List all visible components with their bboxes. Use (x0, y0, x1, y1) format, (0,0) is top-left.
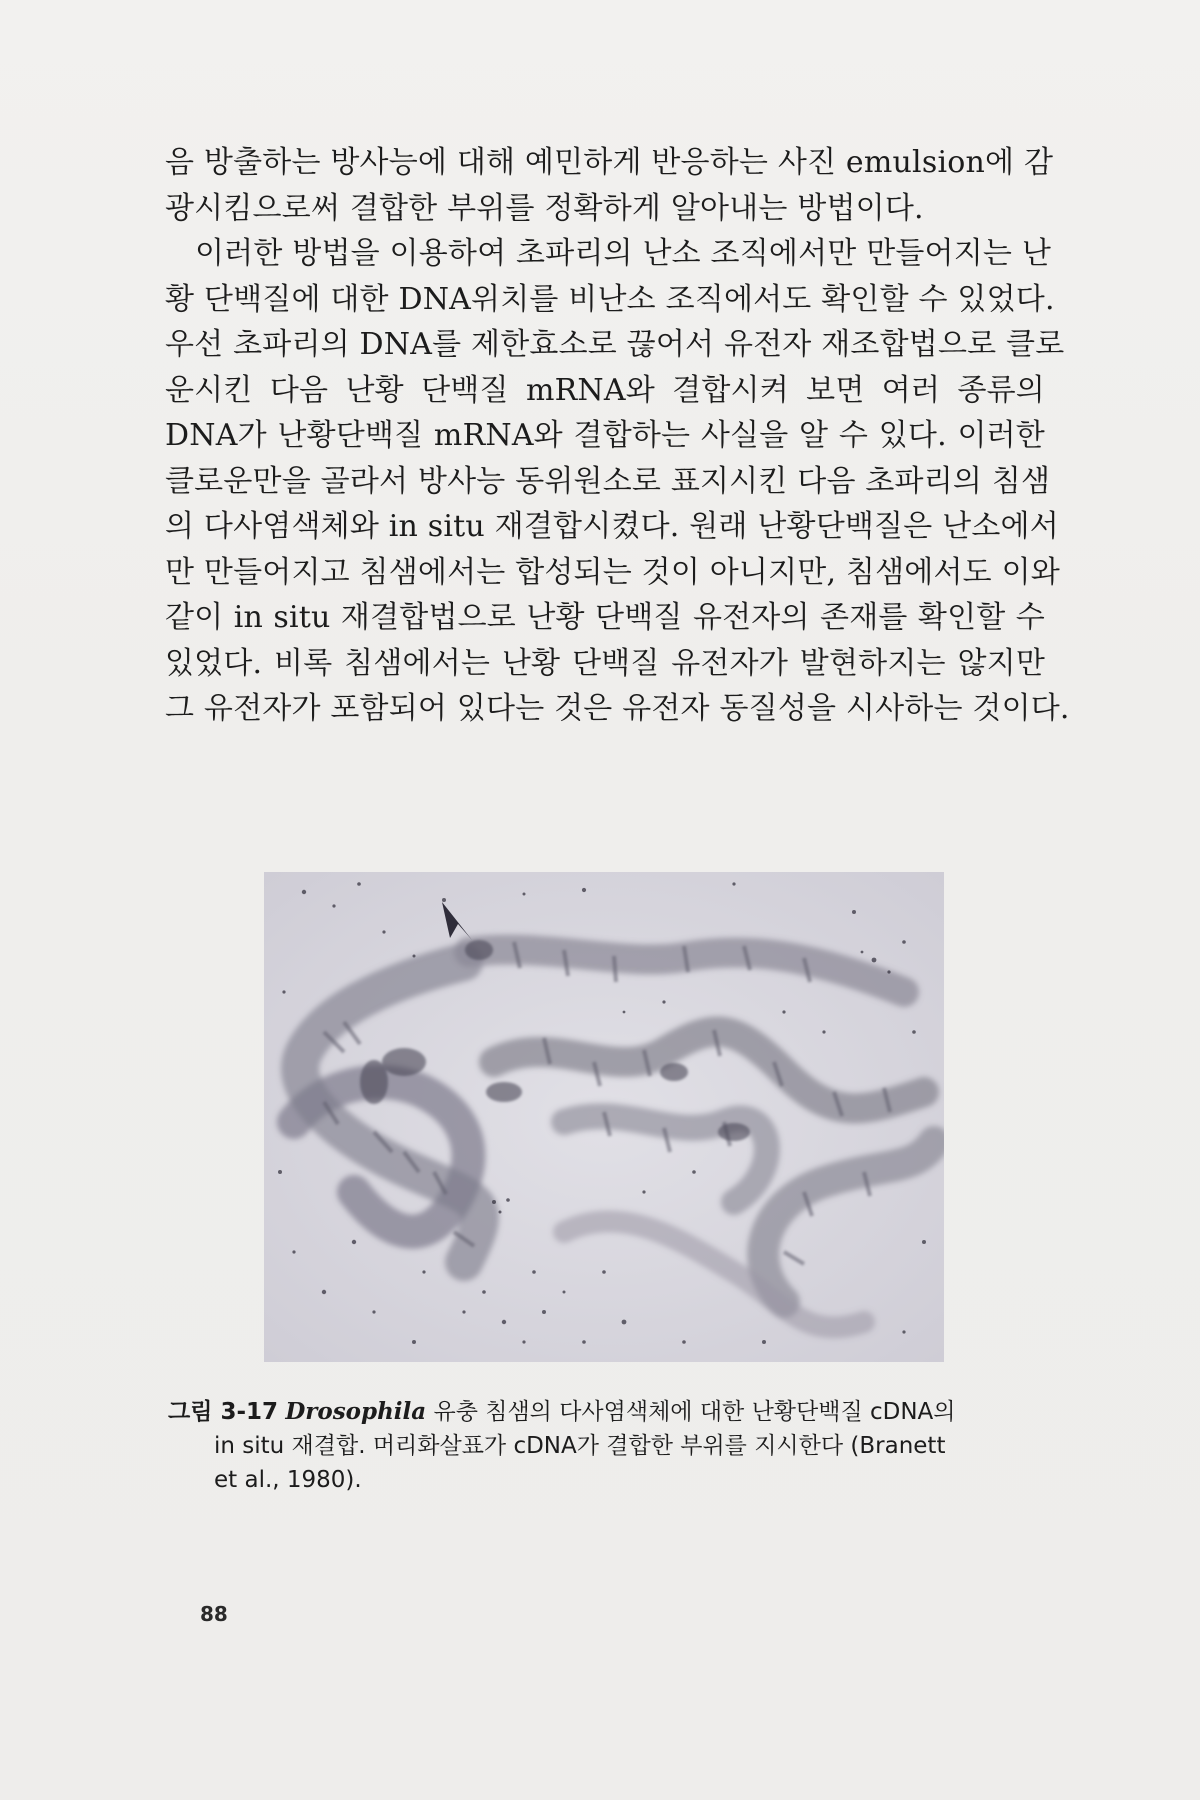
body-line-4: 황 단백질에 대한 DNA위치를 비난소 조직에서도 확인할 수 있었다. (165, 281, 1055, 317)
body-text (165, 140, 1070, 732)
body-line-2: 광시킴으로써 결합한 부위를 정확하게 알아내는 방법이다. (165, 190, 924, 226)
chromosome-micrograph (264, 872, 944, 1362)
body-line-5: 우선 초파리의 DNA를 제한효소로 끊어서 유전자 재조합법으로 클로 (165, 327, 1065, 362)
body-line-9: 의 다사염색체와 in situ 재결합시켰다. 원래 난황단백질은 난소에서 (165, 509, 1059, 544)
body-line-13: 그 유전자가 포함되어 있다는 것은 유전자 동질성을 시사하는 것이다. (165, 691, 1070, 726)
page-number: 88 (200, 1602, 228, 1626)
body-line-8: 클로운만을 골라서 방사능 동위원소로 표지시킨 다음 초파리의 침샘 (165, 463, 1051, 499)
body-line-6: 운시킨 다음 난황 단백질 mRNA와 결합시켜 보면 여러 종류의 (165, 372, 1045, 408)
body-line-10: 만 만들어지고 침샘에서는 합성되는 것이 아니지만, 침샘에서도 이와 (165, 554, 1060, 590)
figure-label: 그림 3-17 (168, 1399, 278, 1425)
body-line-7: DNA가 난황단백질 mRNA와 결합하는 사실을 알 수 있다. 이러한 (165, 418, 1045, 453)
body-line-1: 음 방출하는 방사능에 대해 예민하게 반응하는 사진 emulsion에 감 (165, 145, 1054, 180)
body-line-12: 있었다. 비록 침샘에서는 난황 단백질 유전자가 발현하지는 않지만 (165, 645, 1045, 681)
figure-caption (168, 1395, 1008, 1497)
caption-line-3: et al., 1980). (214, 1467, 362, 1493)
body-line-11: 같이 in situ 재결합법으로 난황 단백질 유전자의 존재를 확인할 수 (165, 600, 1045, 635)
polytene-chromosome-image (264, 872, 944, 1362)
caption-line-1 (168, 1395, 1008, 1429)
body-line-3: 이러한 방법을 이용하여 초파리의 난소 조직에서만 만들어지는 난 (195, 236, 1052, 271)
caption-species: Drosophila (285, 1398, 427, 1425)
caption-line-1-rest: 유충 침샘의 다사염색체에 대한 난황단백질 cDNA의 (433, 1399, 956, 1425)
caption-line-2: in situ 재결합. 머리화살표가 cDNA가 결합한 부위를 지시한다 (Branett (214, 1433, 946, 1459)
